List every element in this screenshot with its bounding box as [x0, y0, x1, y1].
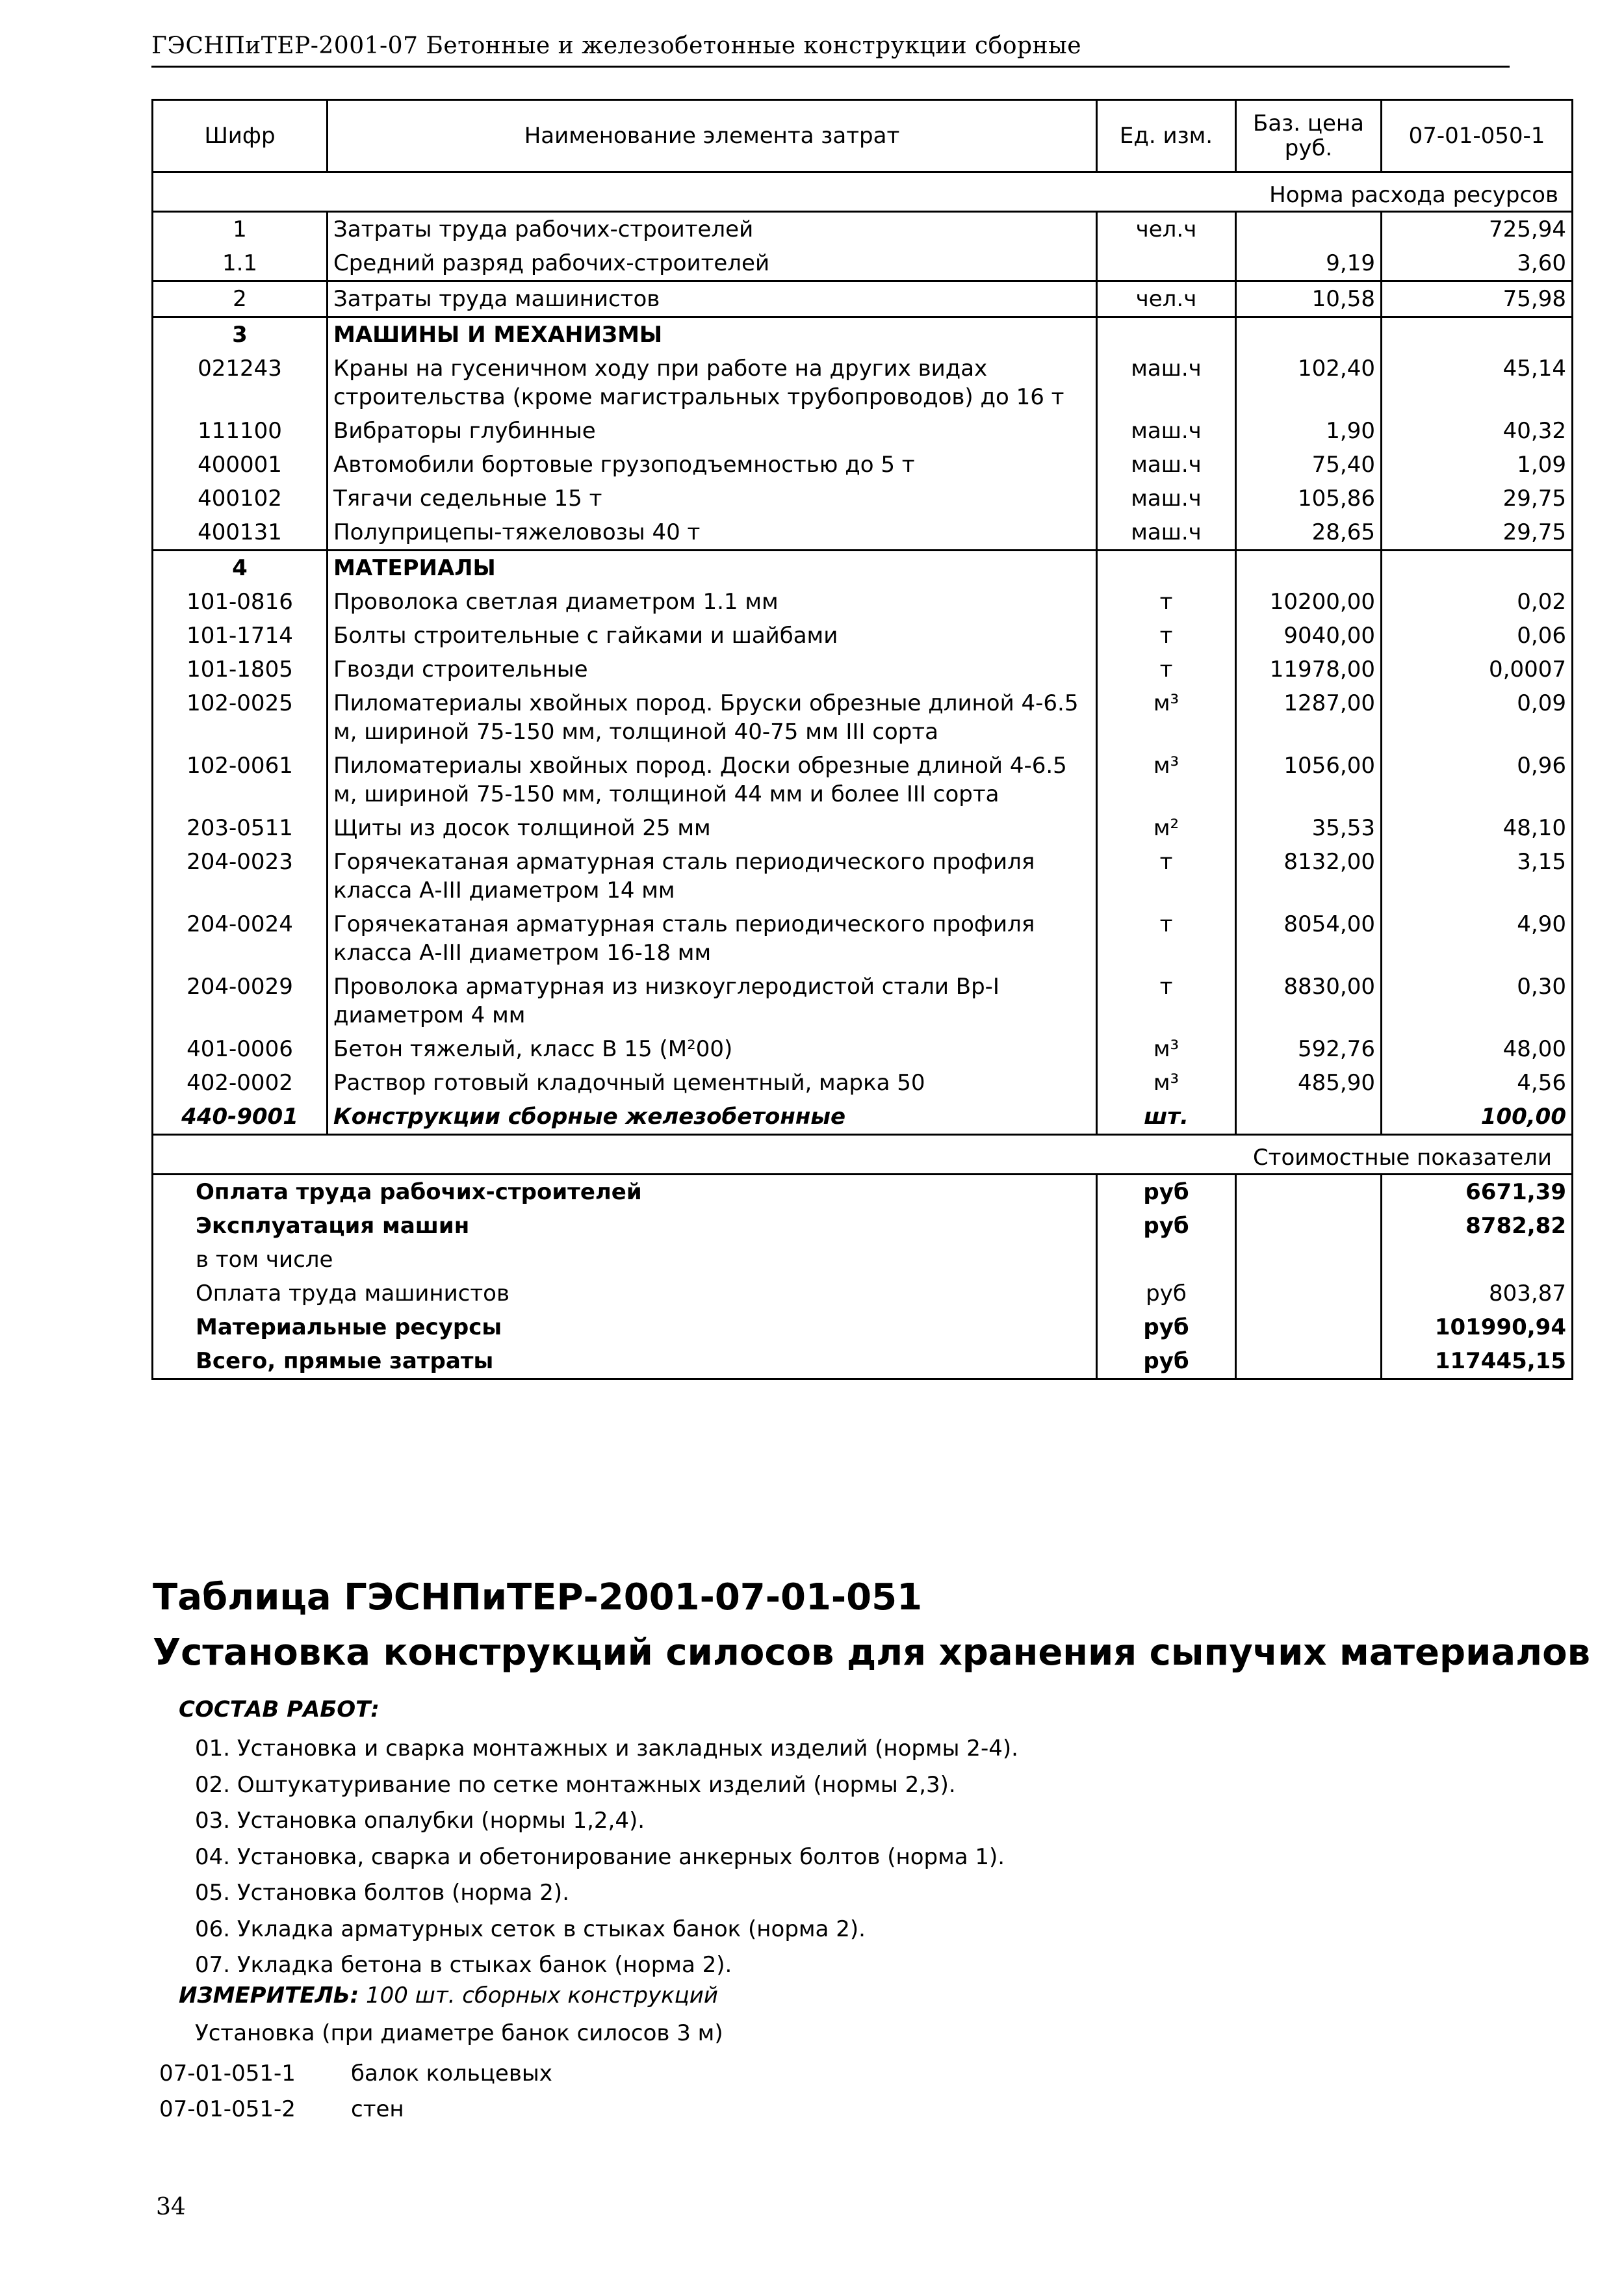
row-unit: т [1097, 907, 1236, 970]
row-price: 8054,00 [1236, 907, 1382, 970]
row-name: Щиты из досок толщиной 25 мм [328, 811, 1097, 845]
row-price [1236, 1100, 1382, 1135]
row-code: 4 [153, 551, 328, 586]
row-code: 101-1805 [153, 653, 328, 686]
machine-row [153, 414, 1573, 448]
row-code: 1 [153, 212, 328, 247]
row-value: 29,75 [1382, 482, 1573, 515]
row-name: Автомобили бортовые грузоподъемностью до 5 т [328, 448, 1097, 482]
norm-header-row [153, 172, 1573, 212]
summary-row [153, 1310, 1573, 1344]
summary-label: в том числе [153, 1243, 1097, 1277]
row-name: Горячекатаная арматурная сталь периодического профиля класса А-III диаметром 14 мм [328, 845, 1097, 907]
machine-row [153, 515, 1573, 551]
row-name: Бетон тяжелый, класс В 15 (М²00) [328, 1032, 1097, 1066]
row-code: 111100 [153, 414, 328, 448]
summary-label: Всего, прямые затраты [153, 1344, 1097, 1379]
table-header-row [153, 100, 1573, 172]
row-name: Вибраторы глубинные [328, 414, 1097, 448]
summary-value: 101990,94 [1382, 1310, 1573, 1344]
work-item: 04. Установка, сварка и обетонирование анкерных болтов (норма 1). [195, 1843, 1005, 1870]
row-code: 3 [153, 317, 328, 352]
summary-label: Материальные ресурсы [153, 1310, 1097, 1344]
row-price: 9040,00 [1236, 619, 1382, 653]
machine-row [153, 352, 1573, 414]
row-value: 0,02 [1382, 585, 1573, 619]
row-unit: маш.ч [1097, 448, 1236, 482]
row-name: Болты строительные с гайками и шайбами [328, 619, 1097, 653]
row-unit: т [1097, 585, 1236, 619]
norm-item-name: стен [351, 2096, 404, 2122]
summary-unit: руб [1097, 1209, 1236, 1243]
row-code: 400102 [153, 482, 328, 515]
row-value: 4,90 [1382, 907, 1573, 970]
row-name: Тягачи седельные 15 т [328, 482, 1097, 515]
row-price: 105,86 [1236, 482, 1382, 515]
installation-note: Установка (при диаметре банок силосов 3 м) [195, 2020, 723, 2046]
row-code: 021243 [153, 352, 328, 414]
row-name: Конструкции сборные железобетонные [328, 1100, 1097, 1135]
summary-price [1236, 1310, 1382, 1344]
col-code-header: Шифр [153, 100, 328, 172]
row-price [1236, 212, 1382, 247]
row-unit: м³ [1097, 1032, 1236, 1066]
row-value: 45,14 [1382, 352, 1573, 414]
summary-label: Оплата труда рабочих-строителей [153, 1175, 1097, 1210]
row-code: 204-0029 [153, 970, 328, 1032]
materials-title-row [153, 551, 1573, 586]
material-row [153, 1032, 1573, 1066]
row-unit: м³ [1097, 1066, 1236, 1100]
summary-unit: руб [1097, 1277, 1236, 1310]
row-unit [1097, 317, 1236, 352]
machines-title-row [153, 317, 1573, 352]
row-code: 101-1714 [153, 619, 328, 653]
row-unit: м³ [1097, 686, 1236, 749]
row-value [1382, 551, 1573, 586]
row-unit: маш.ч [1097, 482, 1236, 515]
col-name-header: Наименование элемента затрат [328, 100, 1097, 172]
row-value: 48,00 [1382, 1032, 1573, 1066]
summary-label: Оплата труда машинистов [153, 1277, 1097, 1310]
row-unit: маш.ч [1097, 414, 1236, 448]
cost-header-row [153, 1135, 1573, 1175]
norm-header: Норма расхода ресурсов [153, 172, 1573, 212]
work-item: 03. Установка опалубки (нормы 1,2,4). [195, 1808, 645, 1834]
summary-price [1236, 1209, 1382, 1243]
composition-label: СОСТАВ РАБОТ: [179, 1696, 380, 1722]
row-value: 40,32 [1382, 414, 1573, 448]
row-code: 204-0023 [153, 845, 328, 907]
row-unit: чел.ч [1097, 281, 1236, 317]
meter-value: 100 шт. сборных конструкций [366, 1982, 718, 2008]
row-unit: м² [1097, 811, 1236, 845]
material-row [153, 970, 1573, 1032]
summary-value: 803,87 [1382, 1277, 1573, 1310]
summary-price [1236, 1175, 1382, 1210]
row-name: Краны на гусеничном ходу при работе на других видах строительства (кроме магистральных трубопроводов) до 16 т [328, 352, 1097, 414]
row-unit: т [1097, 619, 1236, 653]
col-norm-header: 07-01-050-1 [1382, 100, 1573, 172]
row-unit: т [1097, 653, 1236, 686]
row-price: 11978,00 [1236, 653, 1382, 686]
col-unit-header: Ед. изм. [1097, 100, 1236, 172]
row-name: Полуприцепы-тяжеловозы 40 т [328, 515, 1097, 551]
summary-price [1236, 1277, 1382, 1310]
row-value: 0,30 [1382, 970, 1573, 1032]
material-row [153, 653, 1573, 686]
row-name: МАШИНЫ И МЕХАНИЗМЫ [328, 317, 1097, 352]
row-code: 400131 [153, 515, 328, 551]
row-value: 3,15 [1382, 845, 1573, 907]
norm-items-list [159, 2056, 552, 2127]
row-unit: маш.ч [1097, 515, 1236, 551]
summary-value: 117445,15 [1382, 1344, 1573, 1379]
work-item: 02. Оштукатуривание по сетке монтажных изделий (нормы 2,3). [195, 1771, 956, 1798]
material-row [153, 585, 1573, 619]
row-price: 8132,00 [1236, 845, 1382, 907]
meter-line [179, 1982, 718, 2008]
summary-value: 6671,39 [1382, 1175, 1573, 1210]
row-code: 102-0025 [153, 686, 328, 749]
row-code: 1.1 [153, 246, 328, 281]
row-unit [1097, 551, 1236, 586]
row-value: 725,94 [1382, 212, 1573, 247]
row-price: 8830,00 [1236, 970, 1382, 1032]
summary-row [153, 1344, 1573, 1379]
row-name: Гвозди строительные [328, 653, 1097, 686]
norm-item-code: 07-01-051-2 [159, 2096, 296, 2122]
summary-price [1236, 1344, 1382, 1379]
row-value: 0,06 [1382, 619, 1573, 653]
row-price: 102,40 [1236, 352, 1382, 414]
row-value: 0,96 [1382, 749, 1573, 811]
row-unit: маш.ч [1097, 352, 1236, 414]
labor-row [153, 246, 1573, 281]
row-name: Средний разряд рабочих-строителей [328, 246, 1097, 281]
row-price: 75,40 [1236, 448, 1382, 482]
material-row [153, 619, 1573, 653]
cost-header: Стоимостные показатели [153, 1135, 1573, 1175]
material-row [153, 811, 1573, 845]
row-price: 35,53 [1236, 811, 1382, 845]
summary-unit [1097, 1243, 1236, 1277]
table-title: Таблица ГЭСНПиТЕР-2001-07-01-051 [153, 1576, 923, 1618]
running-header: ГЭСНПиТЕР-2001-07 Бетонные и железобетонные конструкции сборные [151, 32, 1510, 68]
row-price: 1287,00 [1236, 686, 1382, 749]
row-value: 3,60 [1382, 246, 1573, 281]
row-price: 9,19 [1236, 246, 1382, 281]
row-code: 203-0511 [153, 811, 328, 845]
row-code: 101-0816 [153, 585, 328, 619]
row-value [1382, 317, 1573, 352]
row-value: 0,09 [1382, 686, 1573, 749]
summary-row [153, 1277, 1573, 1310]
material-row [153, 907, 1573, 970]
row-unit: т [1097, 970, 1236, 1032]
summary-label: Эксплуатация машин [153, 1209, 1097, 1243]
row-name: Горячекатаная арматурная сталь периодического профиля класса А-III диаметром 16-18 мм [328, 907, 1097, 970]
norm-item-name: балок кольцевых [351, 2060, 552, 2086]
page-number: 34 [156, 2194, 186, 2220]
row-price [1236, 317, 1382, 352]
row-name: Затраты труда рабочих-строителей [328, 212, 1097, 247]
material-row [153, 686, 1573, 749]
labor-row [153, 212, 1573, 247]
row-name: МАТЕРИАЛЫ [328, 551, 1097, 586]
material-row [153, 749, 1573, 811]
work-item: 06. Укладка арматурных сеток в стыках банок (норма 2). [195, 1916, 866, 1942]
col-price-header [1236, 100, 1382, 172]
row-code: 401-0006 [153, 1032, 328, 1066]
row-price: 28,65 [1236, 515, 1382, 551]
norm-item [159, 2092, 552, 2127]
work-item: 07. Укладка бетона в стыках банок (норма 2). [195, 1952, 732, 1978]
row-price: 592,76 [1236, 1032, 1382, 1066]
row-name: Проволока арматурная из низкоуглеродистой стали Вр-I диаметром 4 мм [328, 970, 1097, 1032]
row-name: Пиломатериалы хвойных пород. Доски обрезные длиной 4-6.5 м, шириной 75-150 мм, толщиной 44 мм и более III сорта [328, 749, 1097, 811]
row-price [1236, 551, 1382, 586]
norm-item [159, 2056, 552, 2092]
machine-row [153, 482, 1573, 515]
row-code: 2 [153, 281, 328, 317]
row-price: 1056,00 [1236, 749, 1382, 811]
row-code: 102-0061 [153, 749, 328, 811]
row-value: 29,75 [1382, 515, 1573, 551]
works-list [195, 1731, 1018, 1984]
row-price: 485,90 [1236, 1066, 1382, 1100]
price-header-line1: Баз. цена [1253, 110, 1364, 136]
row-code: 400001 [153, 448, 328, 482]
machinists-row [153, 281, 1573, 317]
summary-unit: руб [1097, 1175, 1236, 1210]
work-item: 05. Установка болтов (норма 2). [195, 1880, 570, 1906]
summary-row [153, 1175, 1573, 1210]
row-unit: т [1097, 845, 1236, 907]
table-subtitle: Установка конструкций силосов для хранения сыпучих материалов [153, 1632, 1591, 1674]
row-price: 10200,00 [1236, 585, 1382, 619]
meter-label: ИЗМЕРИТЕЛЬ: [179, 1982, 359, 2008]
row-unit: шт. [1097, 1100, 1236, 1135]
machine-row [153, 448, 1573, 482]
row-unit [1097, 246, 1236, 281]
material-row [153, 1066, 1573, 1100]
row-unit: чел.ч [1097, 212, 1236, 247]
row-code: 440-9001 [153, 1100, 328, 1135]
summary-row [153, 1209, 1573, 1243]
row-code: 204-0024 [153, 907, 328, 970]
row-value: 100,00 [1382, 1100, 1573, 1135]
row-name: Раствор готовый кладочный цементный, марка 50 [328, 1066, 1097, 1100]
row-code: 402-0002 [153, 1066, 328, 1100]
material-row [153, 845, 1573, 907]
resource-norms-table [151, 99, 1573, 1380]
summary-value: 8782,82 [1382, 1209, 1573, 1243]
norm-item-code: 07-01-051-1 [159, 2060, 296, 2086]
row-name: Затраты труда машинистов [328, 281, 1097, 317]
row-value: 1,09 [1382, 448, 1573, 482]
row-price: 1,90 [1236, 414, 1382, 448]
summary-value [1382, 1243, 1573, 1277]
row-price: 10,58 [1236, 281, 1382, 317]
row-value: 0,0007 [1382, 653, 1573, 686]
row-name: Пиломатериалы хвойных пород. Бруски обрезные длиной 4-6.5 м, шириной 75-150 мм, толщиной 40-75 мм III сорта [328, 686, 1097, 749]
summary-price [1236, 1243, 1382, 1277]
work-item: 01. Установка и сварка монтажных и закладных изделий (нормы 2-4). [195, 1736, 1018, 1762]
row-value: 4,56 [1382, 1066, 1573, 1100]
summary-row [153, 1243, 1573, 1277]
row-value: 75,98 [1382, 281, 1573, 317]
row-name: Проволока светлая диаметром 1.1 мм [328, 585, 1097, 619]
row-value: 48,10 [1382, 811, 1573, 845]
constructions-row [153, 1100, 1573, 1135]
row-unit: м³ [1097, 749, 1236, 811]
price-header-line2: руб. [1284, 135, 1333, 161]
summary-unit: руб [1097, 1310, 1236, 1344]
summary-unit: руб [1097, 1344, 1236, 1379]
